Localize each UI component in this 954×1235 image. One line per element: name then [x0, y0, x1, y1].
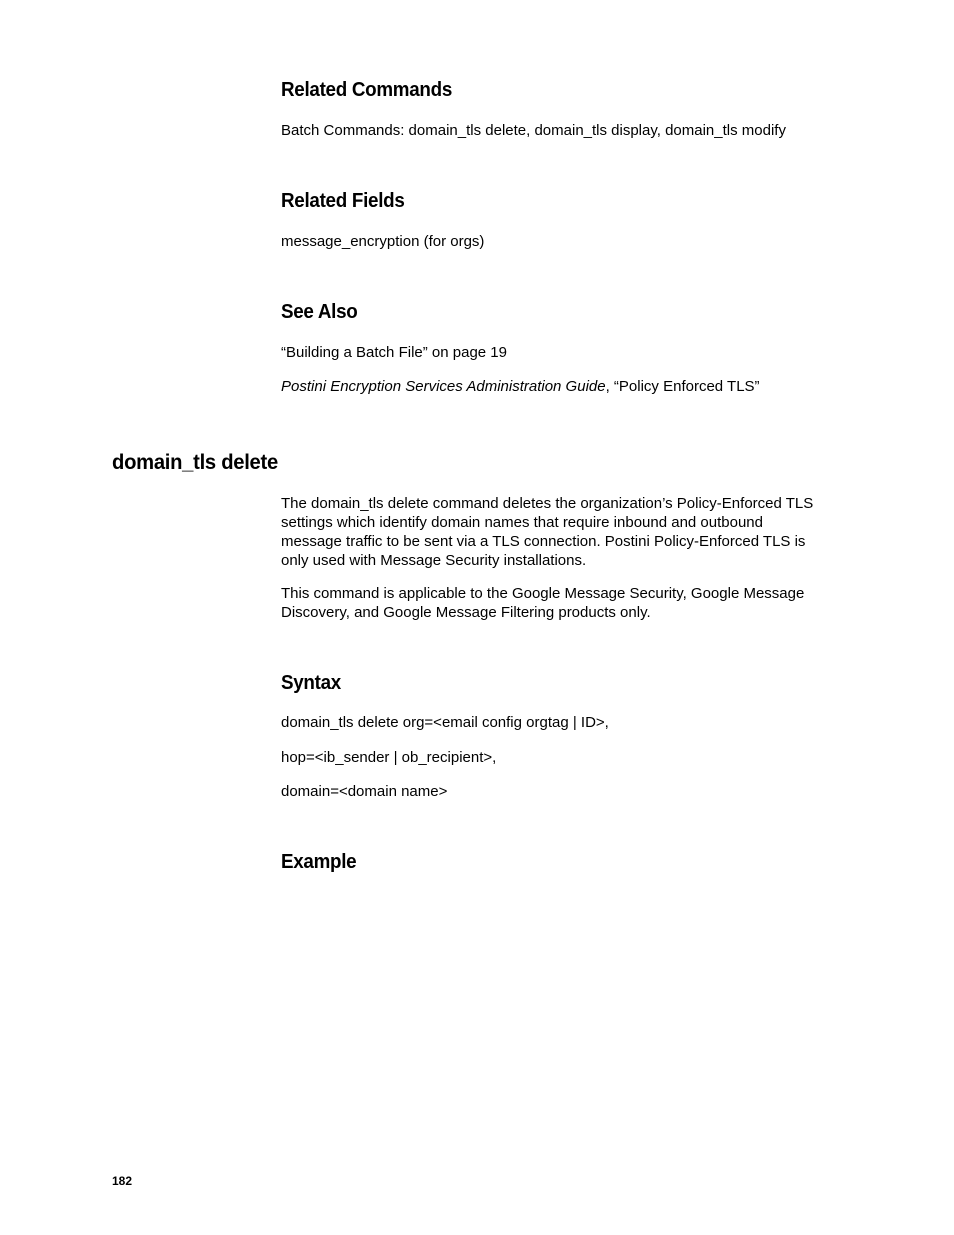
related-fields-heading: Related Fields [281, 190, 405, 212]
related-fields-text: message_encryption (for orgs) [281, 233, 485, 250]
syntax-line: domain=<domain name> [281, 783, 448, 800]
syntax-line: domain_tls delete org=<email config orgtag | ID>, [281, 714, 609, 731]
applicability-line: This command is applicable to the Google Message Security, Google Message [281, 585, 805, 602]
section-description [281, 494, 841, 570]
section-applicability [281, 584, 841, 622]
description-line: only used with Message Security installations. [281, 552, 587, 569]
see-also-heading: See Also [281, 301, 358, 323]
guide-suffix: , “Policy Enforced TLS” [605, 378, 760, 395]
section-title: domain_tls delete [112, 450, 278, 474]
see-also-guide-reference [281, 377, 760, 396]
description-line: The domain_tls delete command deletes the organization’s Policy-Enforced TLS [281, 495, 814, 512]
description-line: message traffic to be sent via a TLS connection. Postini Policy-Enforced TLS is [281, 533, 806, 550]
guide-title: Postini Encryption Services Administration Guide [281, 378, 606, 395]
syntax-heading: Syntax [281, 672, 341, 694]
related-commands-text: Batch Commands: domain_tls delete, domain_tls display, domain_tls modify [281, 122, 786, 139]
page-number: 182 [112, 1174, 133, 1188]
description-line: settings which identify domain names that require inbound and outbound [281, 514, 763, 531]
see-also-link[interactable]: “Building a Batch File” on page 19 [281, 344, 507, 361]
applicability-line: Discovery, and Google Message Filtering products only. [281, 604, 651, 621]
related-commands-heading: Related Commands [281, 79, 453, 101]
syntax-line: hop=<ib_sender | ob_recipient>, [281, 749, 497, 766]
example-heading: Example [281, 851, 357, 873]
